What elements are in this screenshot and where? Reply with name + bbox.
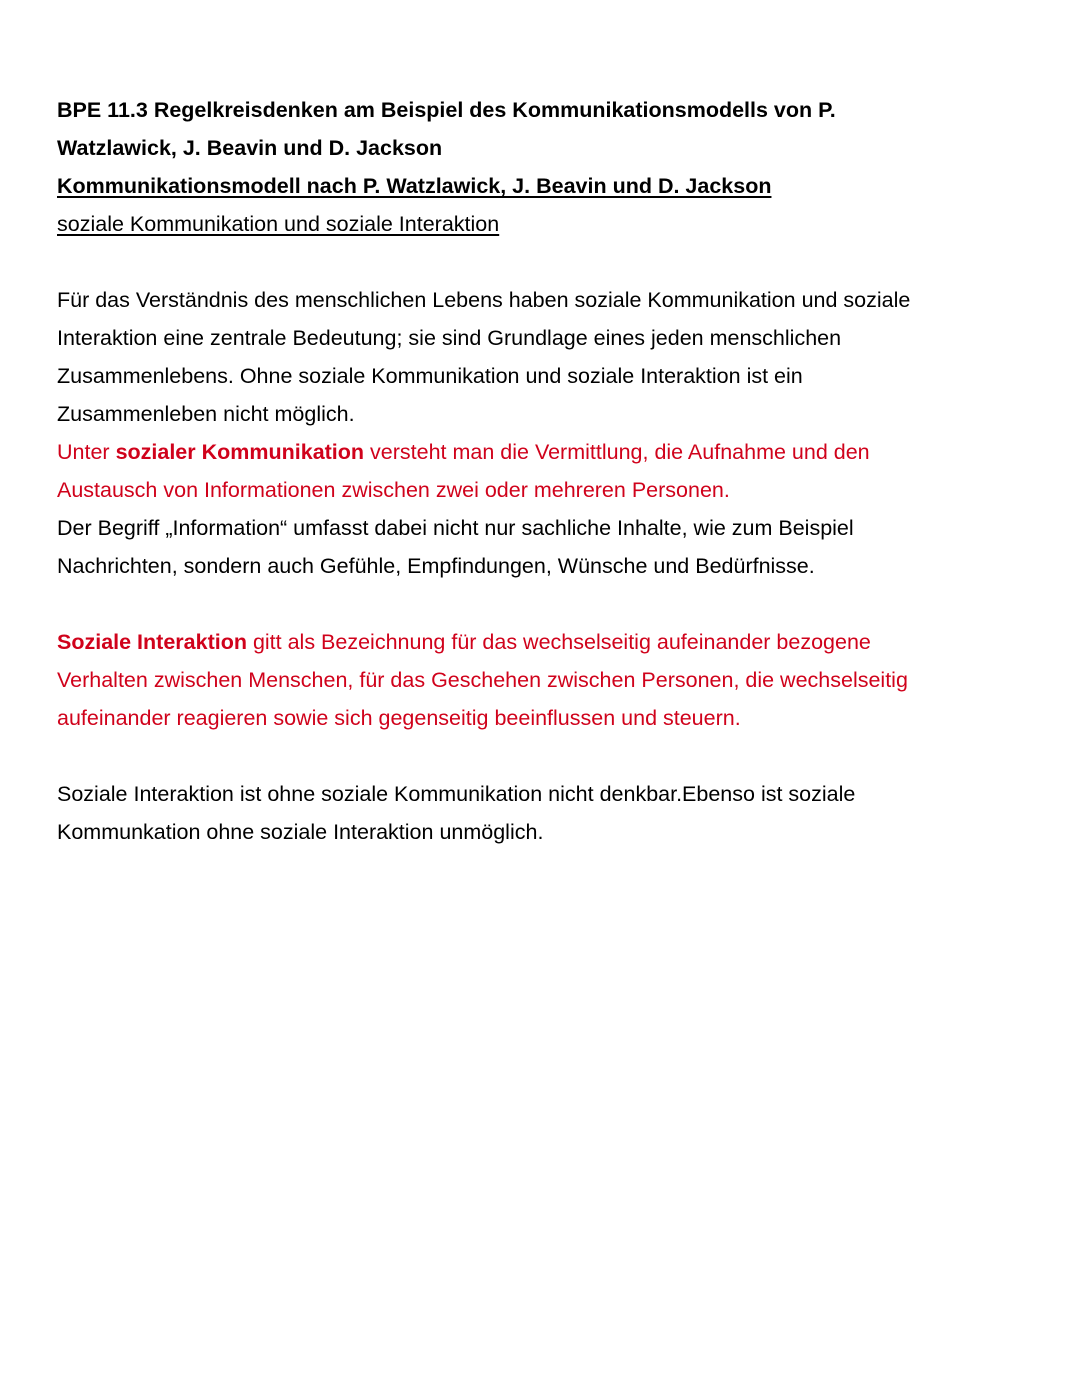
- definition-interaktion-line-3: aufeinander reagieren sowie sich gegenseitig beeinflussen und steuern.: [57, 706, 741, 730]
- spacer: [57, 585, 1017, 623]
- information-note-line-1: Der Begriff „Information“ umfasst dabei nicht nur sachliche Inhalte, wie zum Beispiel: [57, 516, 854, 540]
- definition-kommunikation-rest: versteht man die Vermittlung, die Aufnahme und den: [364, 440, 870, 464]
- spacer: [57, 243, 1017, 281]
- heading-line-1: BPE 11.3 Regelkreisdenken am Beispiel des Kommunikationsmodells von P.: [57, 98, 836, 122]
- definition-prefix: Unter: [57, 440, 116, 464]
- definition-kommunikation: [57, 433, 1017, 509]
- information-note-line-2: Nachrichten, sondern auch Gefühle, Empfindungen, Wünsche und Bedürfnisse.: [57, 554, 815, 578]
- intro-line-2: Interaktion eine zentrale Bedeutung; sie sind Grundlage eines jeden menschlichen: [57, 326, 842, 350]
- definition-interaktion-line-2: Verhalten zwischen Menschen, für das Geschehen zwischen Personen, die wechselseitig: [57, 668, 908, 692]
- definition-interaktion: [57, 623, 1017, 737]
- definition-kommunikation-line-1: [57, 433, 1017, 471]
- intro-line-4: Zusammenleben nicht möglich.: [57, 402, 355, 426]
- subheading: Kommunikationsmodell nach P. Watzlawick, J. Beavin und D. Jackson: [57, 174, 772, 198]
- term-soziale-interaktion: Soziale Interaktion: [57, 630, 247, 654]
- information-note: [57, 509, 1017, 585]
- definition-interaktion-rest: gitt als Bezeichnung für das wechselseitig aufeinander bezogene: [246, 630, 871, 654]
- topic-line: soziale Kommunikation und soziale Interaktion: [57, 212, 500, 236]
- term-soziale-kommunikation: sozialer Kommunikation: [115, 440, 365, 464]
- conclusion-line-2: Kommunkation ohne soziale Interaktion unmöglich.: [57, 820, 544, 844]
- definition-kommunikation-line-2: Austausch von Informationen zwischen zwei oder mehreren Personen.: [57, 478, 730, 502]
- conclusion-line-1: Soziale Interaktion ist ohne soziale Kommunikation nicht denkbar.Ebenso ist soziale: [57, 782, 856, 806]
- intro-line-1: Für das Verständnis des menschlichen Lebens haben soziale Kommunikation und soziale: [57, 288, 911, 312]
- spacer: [57, 737, 1017, 775]
- conclusion-paragraph: [57, 775, 1017, 851]
- document-page: [57, 91, 1017, 851]
- definition-interaktion-line-1: [57, 623, 1017, 661]
- intro-paragraph: [57, 281, 1017, 433]
- intro-line-3: Zusammenlebens. Ohne soziale Kommunikation und soziale Interaktion ist ein: [57, 364, 803, 388]
- heading-line-2: Watzlawick, J. Beavin und D. Jackson: [57, 136, 443, 160]
